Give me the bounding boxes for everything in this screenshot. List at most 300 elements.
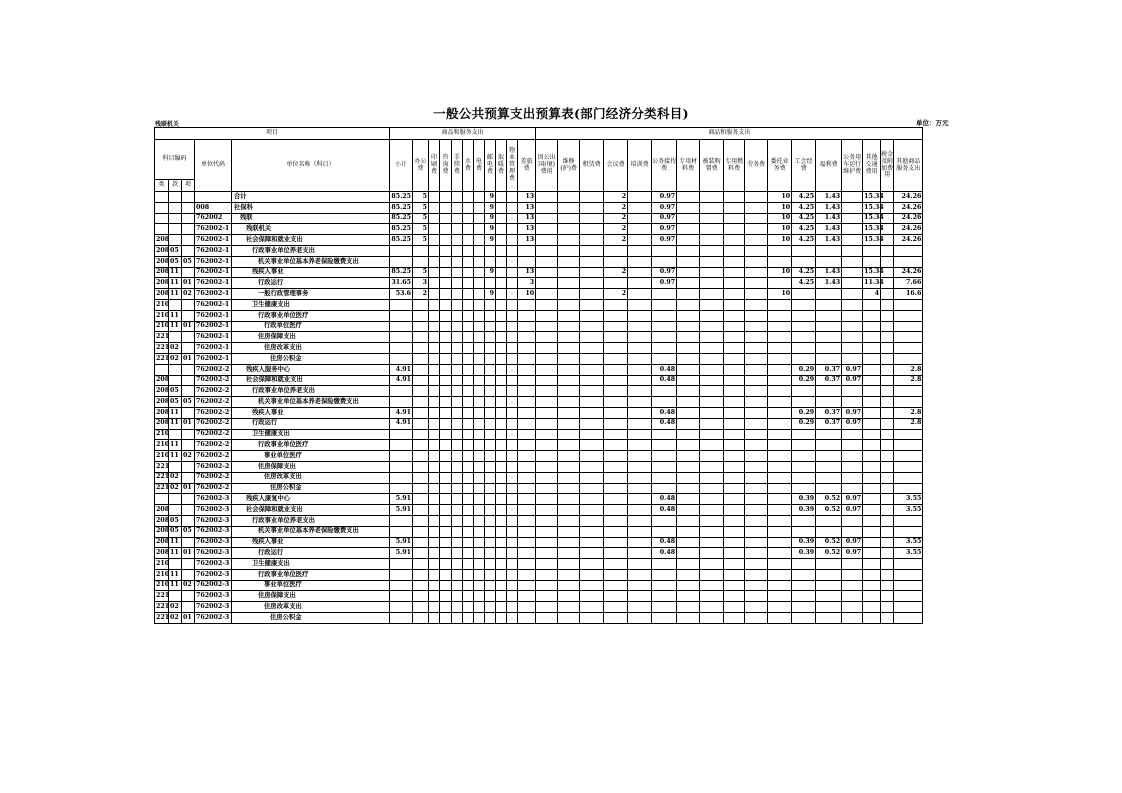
value-cell xyxy=(842,559,863,570)
value-cell xyxy=(452,235,463,246)
value-cell: 24.26 xyxy=(894,224,923,235)
value-cell xyxy=(474,202,485,213)
value-cell xyxy=(628,580,652,591)
value-cell xyxy=(700,386,724,397)
subject-kuan-cell: 11 xyxy=(169,537,182,548)
value-cell: 0.97 xyxy=(652,267,677,278)
value-cell xyxy=(474,451,485,462)
value-cell xyxy=(452,375,463,386)
value-cell xyxy=(881,515,894,526)
subject-xiang-cell xyxy=(182,537,195,548)
value-cell xyxy=(792,256,816,267)
value-cell: 0.97 xyxy=(652,202,677,213)
value-cell xyxy=(842,267,863,278)
value-cell xyxy=(496,613,507,624)
value-cell: 0.37 xyxy=(816,364,842,375)
value-cell xyxy=(474,353,485,364)
value-cell xyxy=(496,537,507,548)
subject-xiang-cell: 02 xyxy=(182,580,195,591)
value-cell xyxy=(724,245,745,256)
unit-name-cell: 住房改革支出 xyxy=(232,602,390,613)
value-cell: 5.91 xyxy=(390,537,413,548)
value-cell xyxy=(724,202,745,213)
value-cell xyxy=(604,343,628,354)
value-cell xyxy=(863,353,881,364)
value-cell xyxy=(440,472,452,483)
value-cell xyxy=(768,591,792,602)
subject-lei-cell: 208 xyxy=(155,397,169,408)
value-cell xyxy=(558,505,580,516)
value-cell xyxy=(677,202,700,213)
value-cell xyxy=(452,353,463,364)
value-cell xyxy=(863,386,881,397)
subject-xiang-cell xyxy=(182,202,195,213)
header-goods-services-1: 商品和服务支出 xyxy=(390,128,536,140)
value-cell xyxy=(518,343,536,354)
value-cell xyxy=(768,278,792,289)
value-cell: 5 xyxy=(413,235,429,246)
value-cell xyxy=(536,289,558,300)
subject-lei-cell: 210 xyxy=(155,451,169,462)
value-cell xyxy=(507,472,518,483)
value-cell: 5.91 xyxy=(390,548,413,559)
value-cell xyxy=(463,364,474,375)
value-cell xyxy=(536,343,558,354)
value-cell xyxy=(452,548,463,559)
value-cell xyxy=(881,332,894,343)
value-cell xyxy=(724,235,745,246)
value-cell xyxy=(792,299,816,310)
value-cell xyxy=(816,256,842,267)
value-cell xyxy=(677,299,700,310)
value-cell xyxy=(507,192,518,203)
value-cell xyxy=(652,472,677,483)
value-cell xyxy=(863,580,881,591)
value-cell xyxy=(452,440,463,451)
header-col-3: 咨询费 xyxy=(440,140,452,192)
value-cell xyxy=(452,537,463,548)
value-cell xyxy=(700,407,724,418)
value-cell xyxy=(894,515,923,526)
value-cell xyxy=(580,580,604,591)
value-cell xyxy=(881,256,894,267)
value-cell xyxy=(580,375,604,386)
value-cell xyxy=(558,364,580,375)
value-cell xyxy=(507,397,518,408)
value-cell xyxy=(677,461,700,472)
value-cell: 16.6 xyxy=(894,289,923,300)
value-cell xyxy=(604,580,628,591)
unit-name-cell: 住房保障支出 xyxy=(232,332,390,343)
value-cell xyxy=(792,397,816,408)
value-cell xyxy=(881,364,894,375)
value-cell: 0.39 xyxy=(792,537,816,548)
value-cell xyxy=(724,332,745,343)
value-cell: 0.52 xyxy=(816,537,842,548)
unit-code-cell: 762002-3 xyxy=(195,602,232,613)
header-col-8: 取暖费 xyxy=(496,140,507,192)
value-cell xyxy=(652,321,677,332)
value-cell xyxy=(463,483,474,494)
subject-xiang-cell xyxy=(182,515,195,526)
value-cell xyxy=(863,591,881,602)
value-cell xyxy=(628,256,652,267)
value-cell xyxy=(452,494,463,505)
unit-code-cell: 762002-3 xyxy=(195,569,232,580)
table-row xyxy=(155,332,923,343)
value-cell xyxy=(700,278,724,289)
value-cell xyxy=(677,483,700,494)
value-cell: 0.97 xyxy=(842,418,863,429)
value-cell xyxy=(452,613,463,624)
value-cell xyxy=(792,569,816,580)
value-cell: 13 xyxy=(518,213,536,224)
value-cell: 0.52 xyxy=(816,548,842,559)
value-cell xyxy=(745,299,768,310)
value-cell xyxy=(894,397,923,408)
value-cell xyxy=(700,332,724,343)
value-cell xyxy=(652,332,677,343)
value-cell xyxy=(452,213,463,224)
table-row xyxy=(155,299,923,310)
value-cell xyxy=(745,580,768,591)
header-col-19: 专用燃料费 xyxy=(724,140,745,192)
subject-xiang-cell: 01 xyxy=(182,278,195,289)
value-cell xyxy=(628,461,652,472)
value-cell: 9 xyxy=(485,192,496,203)
value-cell xyxy=(768,299,792,310)
value-cell xyxy=(496,591,507,602)
value-cell xyxy=(474,289,485,300)
value-cell xyxy=(842,224,863,235)
value-cell xyxy=(604,375,628,386)
header-col-26: 税金及附加费用 xyxy=(881,140,894,192)
value-cell xyxy=(677,613,700,624)
header-goods-services-2: 商品和服务支出 xyxy=(536,128,923,140)
value-cell xyxy=(745,515,768,526)
value-cell xyxy=(652,515,677,526)
value-cell xyxy=(604,299,628,310)
value-cell xyxy=(507,591,518,602)
value-cell xyxy=(413,569,429,580)
value-cell xyxy=(677,375,700,386)
value-cell xyxy=(536,235,558,246)
value-cell: 1.43 xyxy=(816,267,842,278)
value-cell xyxy=(536,213,558,224)
subject-xiang-cell xyxy=(182,407,195,418)
value-cell xyxy=(496,278,507,289)
value-cell xyxy=(536,245,558,256)
value-cell xyxy=(894,343,923,354)
value-cell xyxy=(558,526,580,537)
value-cell xyxy=(463,299,474,310)
value-cell xyxy=(413,256,429,267)
value-cell xyxy=(536,461,558,472)
value-cell xyxy=(863,299,881,310)
value-cell xyxy=(463,461,474,472)
value-cell: 0.97 xyxy=(842,505,863,516)
value-cell xyxy=(485,461,496,472)
subject-kuan-cell: 02 xyxy=(169,602,182,613)
value-cell xyxy=(496,235,507,246)
value-cell xyxy=(452,472,463,483)
value-cell xyxy=(724,461,745,472)
value-cell xyxy=(452,364,463,375)
value-cell xyxy=(580,494,604,505)
value-cell xyxy=(894,472,923,483)
header-unit-code: 单位代码 xyxy=(195,140,232,192)
header-col-0: 小计 xyxy=(390,140,413,192)
unit-code-cell: 762002-2 xyxy=(195,386,232,397)
unit-name-cell: 残疾人康复中心 xyxy=(232,494,390,505)
unit-code-cell: 762002-1 xyxy=(195,256,232,267)
value-cell xyxy=(536,397,558,408)
value-cell xyxy=(474,548,485,559)
value-cell xyxy=(558,451,580,462)
value-cell xyxy=(724,364,745,375)
value-cell xyxy=(496,602,507,613)
value-cell xyxy=(881,353,894,364)
value-cell xyxy=(724,569,745,580)
subject-kuan-cell xyxy=(169,202,182,213)
value-cell xyxy=(768,321,792,332)
value-cell xyxy=(536,364,558,375)
value-cell xyxy=(745,343,768,354)
value-cell xyxy=(745,591,768,602)
value-cell xyxy=(745,192,768,203)
value-cell xyxy=(496,526,507,537)
value-cell xyxy=(700,461,724,472)
value-cell xyxy=(894,602,923,613)
value-cell: 2 xyxy=(604,202,628,213)
value-cell xyxy=(440,192,452,203)
subject-xiang-cell: 01 xyxy=(182,548,195,559)
value-cell xyxy=(463,235,474,246)
subject-xiang-cell xyxy=(182,440,195,451)
value-cell xyxy=(628,332,652,343)
value-cell xyxy=(700,202,724,213)
value-cell xyxy=(604,397,628,408)
value-cell: 10 xyxy=(768,192,792,203)
value-cell: 10 xyxy=(518,289,536,300)
value-cell xyxy=(792,461,816,472)
value-cell: 0.39 xyxy=(792,494,816,505)
value-cell xyxy=(429,494,440,505)
value-cell: 4.91 xyxy=(390,375,413,386)
unit-name-cell: 行政事业单位医疗 xyxy=(232,569,390,580)
value-cell xyxy=(496,407,507,418)
value-cell xyxy=(677,418,700,429)
value-cell: 3.55 xyxy=(894,494,923,505)
value-cell xyxy=(485,386,496,397)
value-cell xyxy=(558,235,580,246)
value-cell xyxy=(863,364,881,375)
subject-lei-cell: 210 xyxy=(155,429,169,440)
value-cell xyxy=(429,505,440,516)
value-cell xyxy=(863,245,881,256)
table-row xyxy=(155,505,923,516)
subject-xiang-cell: 02 xyxy=(182,451,195,462)
header-subject-code: 科目编码 xyxy=(155,140,195,180)
value-cell xyxy=(580,192,604,203)
value-cell xyxy=(507,494,518,505)
table-row xyxy=(155,526,923,537)
value-cell xyxy=(768,364,792,375)
subject-kuan-cell: 05 xyxy=(169,386,182,397)
subject-lei-cell xyxy=(155,364,169,375)
value-cell xyxy=(496,267,507,278)
value-cell: 5 xyxy=(413,224,429,235)
value-cell xyxy=(429,235,440,246)
value-cell: 0.97 xyxy=(652,224,677,235)
value-cell xyxy=(768,483,792,494)
value-cell xyxy=(507,321,518,332)
unit-name-cell: 机关事业单位基本养老保险缴费支出 xyxy=(232,526,390,537)
value-cell xyxy=(452,202,463,213)
value-cell xyxy=(745,386,768,397)
value-cell xyxy=(881,375,894,386)
value-cell xyxy=(745,537,768,548)
header-col-10: 差旅费 xyxy=(518,140,536,192)
value-cell xyxy=(700,310,724,321)
value-cell xyxy=(429,472,440,483)
value-cell xyxy=(496,483,507,494)
unit-code-cell: 762002-2 xyxy=(195,397,232,408)
value-cell xyxy=(413,364,429,375)
value-cell xyxy=(881,397,894,408)
value-cell xyxy=(429,213,440,224)
table-row xyxy=(155,537,923,548)
value-cell xyxy=(604,256,628,267)
subject-xiang-cell xyxy=(182,245,195,256)
value-cell: 2 xyxy=(604,235,628,246)
unit-name-cell: 社会保障和就业支出 xyxy=(232,375,390,386)
value-cell xyxy=(518,397,536,408)
value-cell xyxy=(496,559,507,570)
value-cell xyxy=(842,235,863,246)
value-cell xyxy=(485,429,496,440)
value-cell xyxy=(440,440,452,451)
value-cell xyxy=(628,299,652,310)
value-cell xyxy=(558,515,580,526)
value-cell xyxy=(604,451,628,462)
value-cell xyxy=(440,386,452,397)
value-cell xyxy=(507,569,518,580)
value-cell xyxy=(429,267,440,278)
value-cell xyxy=(881,299,894,310)
value-cell xyxy=(768,353,792,364)
value-cell xyxy=(518,310,536,321)
value-cell xyxy=(628,289,652,300)
value-cell xyxy=(652,256,677,267)
value-cell xyxy=(496,418,507,429)
unit-code-cell: 762002-1 xyxy=(195,224,232,235)
value-cell xyxy=(558,440,580,451)
value-cell xyxy=(724,289,745,300)
value-cell xyxy=(536,559,558,570)
value-cell xyxy=(558,613,580,624)
value-cell xyxy=(507,224,518,235)
value-cell xyxy=(768,407,792,418)
value-cell xyxy=(558,591,580,602)
value-cell xyxy=(485,591,496,602)
value-cell xyxy=(792,515,816,526)
value-cell xyxy=(894,299,923,310)
value-cell xyxy=(604,418,628,429)
value-cell xyxy=(413,451,429,462)
value-cell xyxy=(881,602,894,613)
value-cell xyxy=(768,559,792,570)
value-cell xyxy=(863,407,881,418)
value-cell xyxy=(863,526,881,537)
value-cell xyxy=(390,602,413,613)
header-col-22: 工会经费 xyxy=(792,140,816,192)
value-cell xyxy=(558,407,580,418)
value-cell xyxy=(413,440,429,451)
value-cell xyxy=(724,397,745,408)
value-cell xyxy=(792,332,816,343)
value-cell xyxy=(580,332,604,343)
subject-lei-cell: 221 xyxy=(155,602,169,613)
value-cell: 13 xyxy=(518,202,536,213)
value-cell: 0.52 xyxy=(816,494,842,505)
value-cell xyxy=(842,386,863,397)
value-cell xyxy=(496,353,507,364)
value-cell xyxy=(842,580,863,591)
value-cell xyxy=(474,256,485,267)
value-cell xyxy=(536,613,558,624)
subject-xiang-cell xyxy=(182,332,195,343)
value-cell: 5.91 xyxy=(390,494,413,505)
value-cell xyxy=(604,526,628,537)
value-cell xyxy=(429,569,440,580)
value-cell: 5.91 xyxy=(390,505,413,516)
subject-xiang-cell xyxy=(182,310,195,321)
value-cell xyxy=(463,591,474,602)
value-cell xyxy=(700,375,724,386)
value-cell xyxy=(518,418,536,429)
value-cell xyxy=(842,310,863,321)
value-cell xyxy=(463,613,474,624)
value-cell xyxy=(745,461,768,472)
value-cell xyxy=(724,591,745,602)
value-cell xyxy=(413,613,429,624)
value-cell xyxy=(894,429,923,440)
value-cell xyxy=(863,321,881,332)
value-cell xyxy=(604,245,628,256)
value-cell xyxy=(429,418,440,429)
value-cell xyxy=(485,375,496,386)
value-cell xyxy=(558,343,580,354)
value-cell xyxy=(842,353,863,364)
value-cell xyxy=(485,569,496,580)
value-cell xyxy=(429,321,440,332)
value-cell xyxy=(881,537,894,548)
value-cell xyxy=(429,602,440,613)
value-cell xyxy=(463,515,474,526)
subject-xiang-cell: 05 xyxy=(182,526,195,537)
value-cell: 2 xyxy=(413,289,429,300)
value-cell xyxy=(604,461,628,472)
value-cell xyxy=(507,289,518,300)
value-cell xyxy=(652,451,677,462)
value-cell: 9 xyxy=(485,267,496,278)
value-cell xyxy=(463,310,474,321)
subject-lei-cell xyxy=(155,202,169,213)
table-row xyxy=(155,494,923,505)
value-cell xyxy=(463,386,474,397)
value-cell: 13 xyxy=(518,267,536,278)
